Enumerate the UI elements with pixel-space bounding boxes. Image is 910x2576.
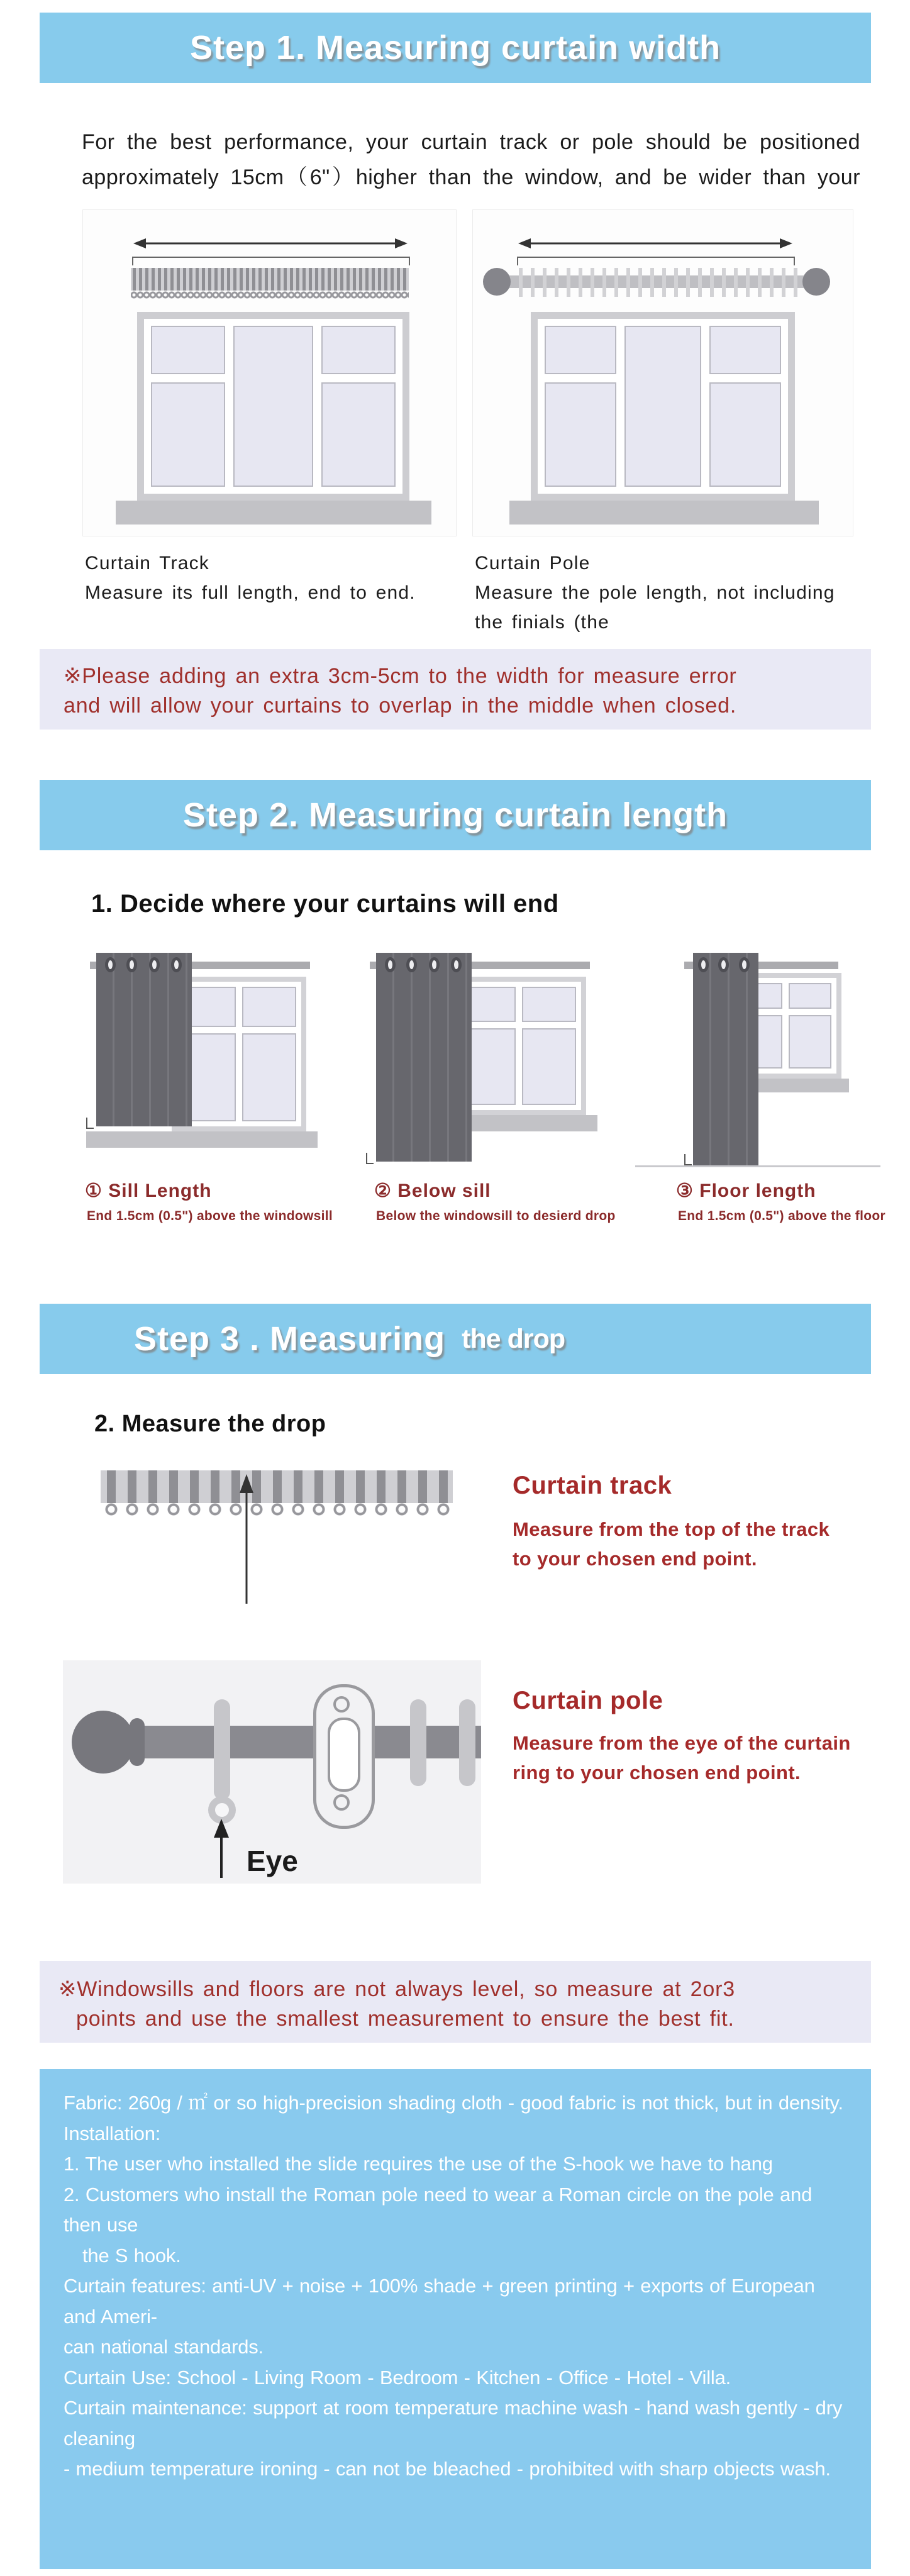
window-right-column (709, 326, 781, 487)
pole-finial-left (483, 268, 511, 296)
option-title: Below sill (397, 1180, 491, 1201)
curtain-track-graphic (131, 268, 409, 291)
window-sill (509, 501, 819, 525)
curtain-pole-illustration (472, 209, 853, 536)
option-title: Floor length (699, 1180, 816, 1201)
step2-banner-title: Step 2. Measuring curtain length (182, 796, 728, 834)
window-pane (545, 382, 616, 487)
step3-note (40, 1961, 871, 2043)
grommet (718, 957, 729, 972)
width-measure-arrow-icon (517, 236, 794, 250)
window-sill (116, 501, 431, 525)
curtain-graphic (96, 953, 192, 1126)
window-graphic (531, 312, 795, 501)
curtain-graphic (693, 953, 758, 1165)
window-graphic (137, 312, 409, 501)
pole-drop-title: Curtain pole (513, 1687, 663, 1714)
window-pane (789, 983, 831, 1009)
option-title: Sill Length (108, 1180, 212, 1201)
window-pane (321, 326, 396, 374)
curtain-ring (459, 1699, 475, 1786)
info-line: Curtain features: anti-UV + noise + 100% shade + green printing + exports of European and Ameri- (64, 2275, 815, 2328)
pole-caption-body: Measure the pole length, not including the finials (the (475, 582, 835, 633)
measure-mark (86, 1118, 94, 1129)
pole-finial-right (802, 268, 830, 296)
step1-note-line2: and will allow your curtains to overlap in the middle when closed. (64, 694, 737, 718)
step1-banner-title: Step 1. Measuring curtain width (189, 29, 721, 67)
window-pane (151, 382, 225, 487)
step3-banner-subtitle: the drop (462, 1323, 565, 1354)
window-pane (789, 1015, 831, 1069)
window-pane (151, 326, 225, 374)
pole-drop-illustration (63, 1660, 481, 1884)
track-drop-illustration (101, 1465, 453, 1607)
window-column (242, 987, 296, 1121)
wall-bracket (313, 1684, 375, 1829)
step1-banner (40, 13, 871, 83)
window-sill (86, 1131, 318, 1148)
width-measure-arrow-icon (132, 236, 409, 250)
curtain-graphic (376, 953, 472, 1162)
curtain-ring (410, 1699, 426, 1786)
option-desc: End 1.5cm (0.5") above the floor (678, 1209, 885, 1223)
step2-heading: 1. Decide where your curtains will end (91, 890, 559, 918)
option-number: ② (374, 1180, 392, 1201)
step1-intro (82, 125, 860, 195)
grommet (385, 957, 396, 972)
measure-mark (684, 1154, 692, 1165)
measure-mark (366, 1153, 374, 1164)
info-line: the S hook. (82, 2244, 181, 2267)
option-desc: End 1.5cm (0.5") above the windowsill (87, 1209, 333, 1223)
track-drop-body: Measure from the top of the track to your chosen end point. (513, 1518, 830, 1570)
sill-length-illustration (72, 947, 321, 1167)
info-line: - medium temperature ironing - can not be bleached - prohibited with sharp objects wash. (64, 2458, 831, 2480)
measure-extent-line (517, 257, 795, 265)
grommet (698, 957, 709, 972)
pole-rings (511, 268, 802, 297)
window-right-column (321, 326, 396, 487)
grommet (171, 957, 182, 972)
below-sill-illustration (352, 947, 601, 1167)
drop-measure-arrow-icon (234, 1473, 259, 1605)
bracket-slot (328, 1718, 360, 1792)
bracket-screw (333, 1696, 350, 1713)
window-pane (522, 987, 576, 1022)
step3-banner (40, 1304, 871, 1374)
info-line: Curtain maintenance: support at room temperature machine wash - hand wash gently - dry cleaning (64, 2397, 843, 2450)
step1-intro-line1: For the best performance, your curtain track or pole should be positioned (82, 130, 860, 154)
curtain-track-graphic (101, 1470, 453, 1503)
window-middle-column (624, 326, 702, 487)
track-drop-title: Curtain track (513, 1472, 672, 1499)
info-line: Curtain Use: School - Living Room - Bedroom - Kitchen - Office - Hotel - Villa. (64, 2366, 731, 2389)
pole-drop-body: Measure from the eye of the curtain ring to your chosen end point. (513, 1732, 851, 1784)
product-info-box (40, 2069, 871, 2569)
grommet (739, 957, 750, 972)
window-pane (522, 1028, 576, 1105)
eye-label: Eye (247, 1845, 298, 1877)
grommet (149, 957, 160, 972)
info-line: 1. The user who installed the slide requires the use of the S-hook we have to hang (64, 2153, 773, 2175)
window-pane (242, 987, 296, 1027)
step1-note-line1: ※Please adding an extra 3cm-5cm to the width for measure error (64, 664, 737, 688)
track-caption-body: Measure its full length, end to end. (85, 582, 416, 603)
window-pane (545, 326, 616, 374)
floor-length-illustration (635, 947, 880, 1167)
grommet (451, 957, 462, 972)
finial-collar (130, 1718, 145, 1766)
grommet (126, 957, 137, 972)
window-pane (321, 382, 396, 487)
option-number: ① (85, 1180, 103, 1201)
window-pane (233, 326, 313, 487)
window-middle-column (233, 326, 313, 487)
info-line: Fabric: 260g / ㎡ or so high-precision shading cloth - good fabric is not thick, but in density. (64, 2092, 843, 2114)
info-line: 2. Customers who install the Roman pole need to wear a Roman circle on the pole and then use (64, 2183, 813, 2236)
measure-extent-line (132, 257, 410, 265)
window-column (522, 987, 576, 1105)
window-graphic (452, 977, 586, 1115)
floor-line (635, 1165, 880, 1167)
window-pane (709, 326, 781, 374)
option-number: ③ (676, 1180, 694, 1201)
pole-finial (72, 1711, 135, 1774)
info-line: can national standards. (64, 2336, 264, 2358)
curtain-ring (214, 1699, 230, 1800)
bracket-screw (333, 1794, 350, 1811)
pole-caption (475, 548, 836, 637)
step1-intro-line2: approximately 15cm（6"）higher than the window, and be wider than your (82, 165, 860, 189)
track-caption (85, 548, 456, 608)
window-column (789, 983, 831, 1069)
option-desc: Below the windowsill to desierd drop (376, 1209, 616, 1223)
window-pane (624, 326, 702, 487)
grommet (105, 957, 116, 972)
step3-note-line2: points and use the smallest measurement to ensure the best fit. (76, 2007, 735, 2031)
window-left-column (151, 326, 225, 487)
step3-banner-title: Step 3 . Measuring (134, 1320, 446, 1358)
track-glider-hooks (131, 291, 409, 300)
window-left-column (545, 326, 616, 487)
grommet (406, 957, 417, 972)
step2-banner (40, 780, 871, 850)
track-glider-hooks (101, 1503, 453, 1517)
step1-note (40, 649, 871, 730)
grommet (429, 957, 440, 972)
info-line: Installation: (64, 2122, 161, 2145)
step3-note-line1: ※Windowsills and floors are not always level, so measure at 2or3 (58, 1977, 735, 2001)
pole-caption-title: Curtain Pole (475, 553, 591, 574)
eye-pointer-arrow-icon (209, 1819, 234, 1879)
window-graphic (172, 977, 306, 1131)
window-pane (709, 382, 781, 487)
step3-heading: 2. Measure the drop (94, 1411, 326, 1437)
track-caption-title: Curtain Track (85, 553, 209, 574)
curtain-track-illustration (82, 209, 457, 536)
window-pane (242, 1033, 296, 1121)
